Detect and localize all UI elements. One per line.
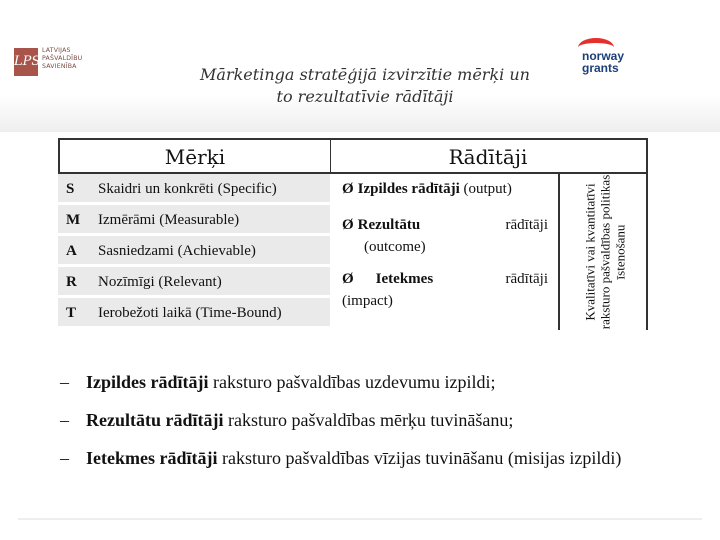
bullet-outcome: – Rezultātu rādītāji raksturo pašvaldības mērķu tuvināšanu; xyxy=(60,410,514,430)
smart-text: Nozīmīgi (Relevant) xyxy=(98,274,222,290)
arrow-bullet-icon: Ø xyxy=(342,217,354,233)
footer-divider xyxy=(18,518,702,520)
indicator-impact: Ø Ietekmes rādītāji (impact) xyxy=(342,271,548,309)
header-indicators: Rādītāji xyxy=(448,145,528,169)
smart-letter: M xyxy=(66,212,81,228)
slide-title-line1: Mārketinga stratēģijā izvirzītie mērķi un xyxy=(200,65,530,84)
bullet-list xyxy=(60,370,640,484)
header-goals: Mērķi xyxy=(164,145,226,169)
smart-row-a xyxy=(58,236,330,266)
smart-letter: S xyxy=(66,181,75,197)
dash-icon: – xyxy=(60,410,69,430)
smart-letter: T xyxy=(66,305,77,321)
smart-text: Ierobežoti laikā (Time-Bound) xyxy=(98,305,282,321)
smart-text: Skaidri un konkrēti (Specific) xyxy=(98,181,277,197)
indicator-output: Ø Izpildes rādītāji (output) xyxy=(342,181,512,197)
dash-icon: – xyxy=(60,448,69,468)
bullet-output: – Izpildes rādītāji raksturo pašvaldības uzdevumu izpildi; xyxy=(60,372,496,392)
side-note-box xyxy=(558,174,648,330)
smart-text: Izmērāmi (Measurable) xyxy=(98,212,240,228)
side-note: Kvalitatīvi vai kvantitatīvi raksturo pašvaldības politikas īstenošanu xyxy=(582,174,628,330)
slide-title-line2: to rezultatīvie rādītāji xyxy=(276,87,454,106)
smart-text: Sasniedzami (Achievable) xyxy=(98,243,256,259)
smart-letter: A xyxy=(66,243,77,259)
dash-icon: – xyxy=(60,372,69,392)
smart-row-r xyxy=(58,267,330,297)
norway-grants-logo-text: norway grants xyxy=(582,49,625,75)
lps-logo-text: LATVIJAS PAŠVALDĪBU SAVIENĪBA xyxy=(42,47,83,70)
table-header xyxy=(58,138,648,174)
arrow-bullet-icon: Ø xyxy=(342,271,354,287)
smart-row-t xyxy=(58,298,330,328)
arrow-bullet-icon: Ø xyxy=(342,181,354,197)
smart-row-s xyxy=(58,174,330,204)
bullet-impact: – Ietekmes rādītāji raksturo pašvaldības vīzijas tuvināšanu (misijas izpildi) xyxy=(60,448,622,468)
smart-row-m xyxy=(58,205,330,235)
smart-letter: R xyxy=(66,274,77,290)
indicators-column xyxy=(332,174,556,330)
lps-logo xyxy=(14,44,114,80)
lps-logo-icon: LPS xyxy=(14,48,38,76)
slide-title xyxy=(150,64,580,108)
indicator-outcome: Ø Rezultātu rādītāji (outcome) xyxy=(342,217,548,255)
norway-grants-logo xyxy=(572,38,636,78)
smart-goals-column xyxy=(58,174,330,330)
